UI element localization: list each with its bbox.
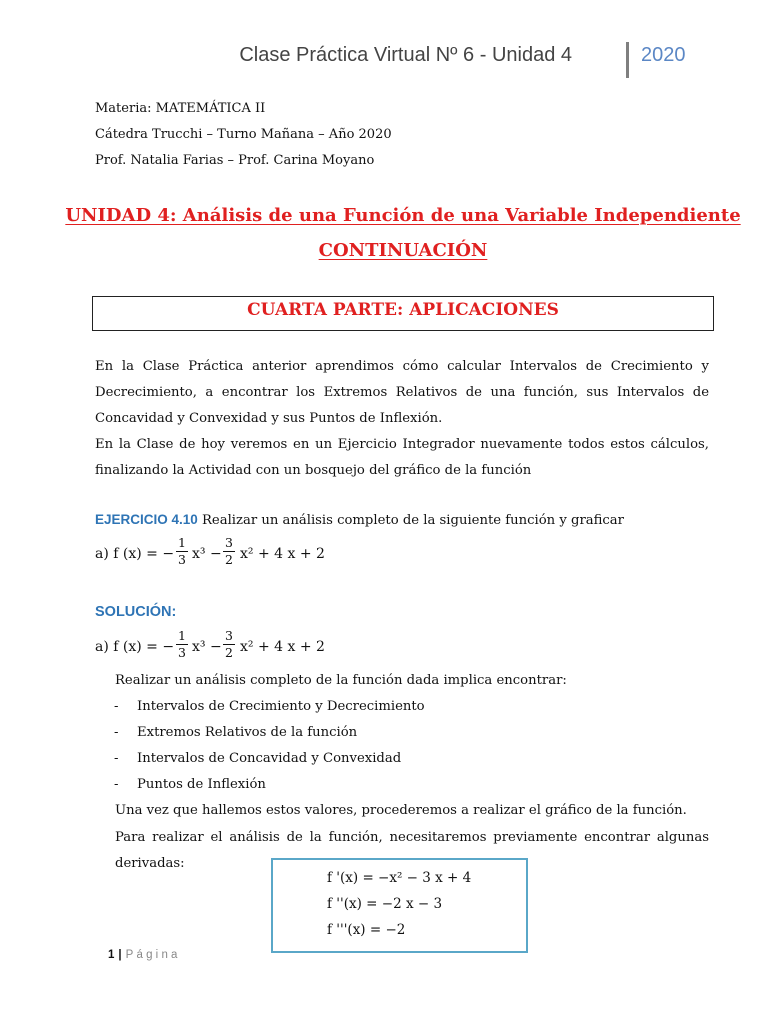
fraction-denominator: 3 — [178, 645, 186, 660]
list-item: Intervalos de Concavidad y Convexidad — [137, 751, 402, 766]
intro-line: Concavidad y Convexidad y sus Puntos de Inflexión. — [95, 411, 443, 426]
function-formula — [95, 629, 395, 669]
header-title: Clase Práctica Virtual Nº 6 - Unidad 4 — [239, 44, 572, 66]
second-derivative: f ''(x) = −2 x − 3 — [327, 896, 443, 912]
list-item: Extremos Relativos de la función — [137, 725, 358, 740]
meta-catedra: Cátedra Trucchi – Turno Mañana – Año 2020 — [95, 127, 392, 142]
meta-materia: Materia: MATEMÁTICA II — [95, 101, 266, 116]
solution-label: SOLUCIÓN: — [95, 604, 177, 620]
derivatives-intro-line: derivadas: — [115, 856, 185, 871]
page-label: Página — [125, 949, 181, 961]
fraction-numerator: 1 — [178, 628, 186, 643]
intro-line: Decrecimiento, a encontrar los Extremos Relativos de una función, sus Intervalos de — [95, 385, 709, 400]
header-divider — [626, 42, 629, 78]
formula-fraction — [175, 629, 189, 660]
fraction-numerator: 1 — [178, 535, 186, 550]
intro-line: En la Clase de hoy veremos en un Ejercicio Integrador nuevamente todos estos cálculos, — [95, 437, 709, 452]
derivatives-intro-line: Para realizar el análisis de la función, necesitaremos previamente encontrar algunas — [115, 830, 709, 845]
solution-lead: Realizar un análisis completo de la función dada implica encontrar: — [115, 673, 567, 688]
exercise-text: Realizar un análisis completo de la siguiente función y graficar — [197, 513, 624, 528]
part-title: CUARTA PARTE: APLICACIONES — [247, 300, 559, 320]
list-dash: - — [114, 725, 119, 740]
formula-rest: x² + 4 x + 2 — [240, 546, 325, 562]
third-derivative: f '''(x) = −2 — [327, 922, 406, 938]
exercise-label: EJERCICIO 4.10 — [95, 512, 198, 527]
solution-after: Una vez que hallemos estos valores, procederemos a realizar el gráfico de la función. — [115, 803, 687, 818]
first-derivative: f '(x) = −x² − 3 x + 4 — [327, 870, 472, 886]
formula-term: x³ − — [192, 639, 222, 655]
footer-separator: | — [118, 949, 122, 961]
function-formula — [95, 536, 395, 576]
fraction-numerator: 3 — [225, 628, 233, 643]
list-item: Puntos de Inflexión — [137, 777, 266, 792]
formula-fraction — [222, 629, 236, 660]
list-dash: - — [114, 751, 119, 766]
fraction-numerator: 3 — [225, 535, 233, 550]
list-item: Intervalos de Crecimiento y Decrecimiento — [137, 699, 425, 714]
intro-line: En la Clase Práctica anterior aprendimos cómo calcular Intervalos de Crecimiento y — [95, 359, 709, 374]
fraction-denominator: 2 — [225, 552, 233, 567]
page-number: 1 — [108, 949, 115, 961]
header-year: 2020 — [641, 44, 686, 66]
formula-rest: x² + 4 x + 2 — [240, 639, 325, 655]
formula-fraction — [222, 536, 236, 567]
list-dash: - — [114, 699, 119, 714]
formula-fraction — [175, 536, 189, 567]
fraction-denominator: 3 — [178, 552, 186, 567]
meta-professors: Prof. Natalia Farias – Prof. Carina Moyano — [95, 153, 375, 168]
formula-prefix: a) f (x) = − — [95, 639, 175, 655]
unit-title: UNIDAD 4: Análisis de una Función de una Variable Independiente — [65, 205, 741, 226]
formula-term: x³ − — [192, 546, 222, 562]
exercise-statement — [95, 512, 624, 528]
page-footer — [108, 949, 181, 961]
formula-prefix: a) f (x) = − — [95, 546, 175, 562]
list-dash: - — [114, 777, 119, 792]
intro-line: finalizando la Actividad con un bosquejo del gráfico de la función — [95, 463, 532, 478]
fraction-denominator: 2 — [225, 645, 233, 660]
unit-subtitle: CONTINUACIÓN — [318, 240, 488, 261]
